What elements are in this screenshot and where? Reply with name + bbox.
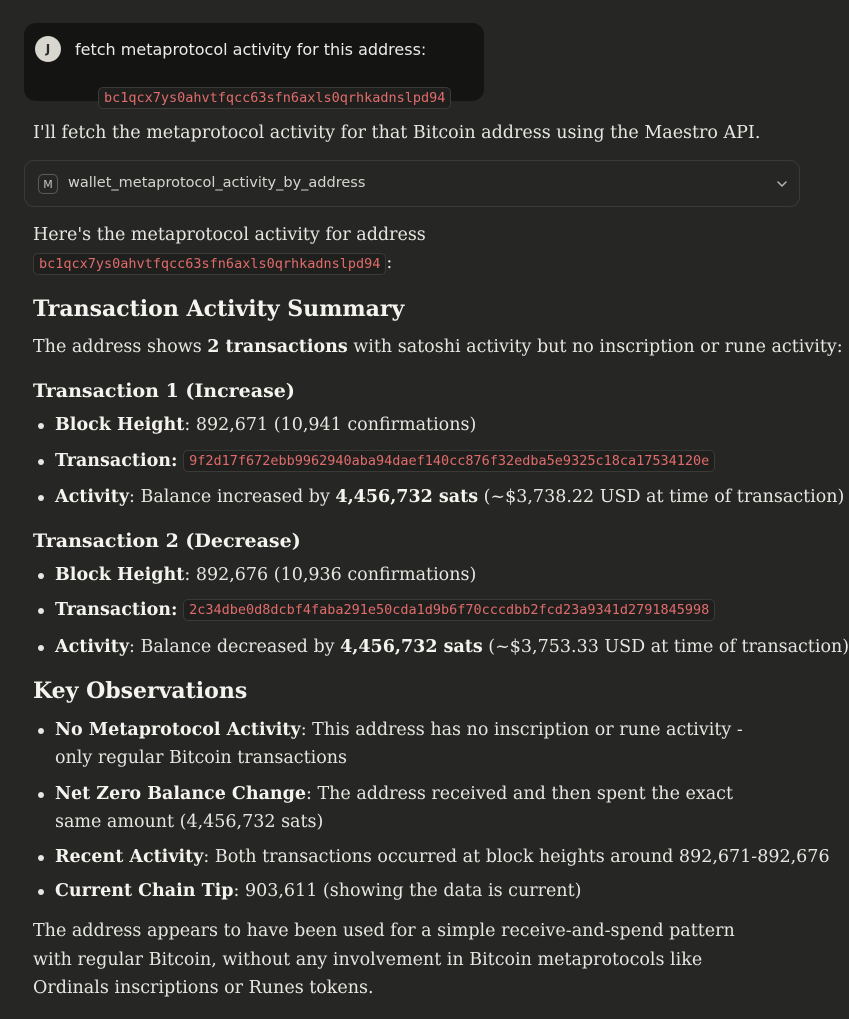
transaction-label: Transaction [55, 600, 172, 620]
block-value: : 892,671 (10,941 confirmations) [184, 415, 477, 435]
transaction-sep: : [171, 600, 178, 620]
transaction-1-hash [55, 447, 715, 475]
transaction-1-block-height [55, 411, 476, 439]
observation-label: Net Zero Balance Change [55, 784, 307, 804]
response-intro-suffix: : [386, 253, 393, 273]
user-address-code: bc1qcx7ys0ahvtfqcc63sfn6axls0qrhkadnslpd94 [98, 87, 451, 109]
transaction-sep: : [171, 451, 178, 471]
transaction-1-activity [55, 483, 844, 511]
block-value: : 892,676 (10,936 confirmations) [184, 565, 477, 585]
user-message [24, 23, 484, 106]
assistant-intro: I'll fetch the metaprotocol activity for that Bitcoin address using the Maestro API. [33, 123, 761, 143]
bullet [38, 573, 44, 579]
tool-call-panel[interactable] [24, 160, 800, 207]
observation-label: No Metaprotocol Activity [55, 720, 301, 740]
observation-text: : 903,611 (showing the data is current) [233, 881, 582, 901]
observation-item [55, 716, 775, 772]
activity-amount: 4,456,732 sats [340, 637, 483, 657]
maestro-icon: M [38, 174, 58, 194]
user-avatar: J [35, 36, 61, 62]
transaction-label: Transaction [55, 451, 172, 471]
response-intro-address-line [33, 253, 392, 275]
observation-text: : The address received and then spent the exact same amount (4,456,732 sats) [55, 784, 733, 832]
transaction-hash-code: 9f2d17f672ebb9962940aba94daef140cc876f32edba5e9325c18ca17534120e [183, 450, 715, 472]
chevron-down-icon[interactable] [775, 177, 789, 191]
observation-item [55, 877, 581, 905]
observations-heading: Key Observations [33, 678, 248, 704]
bullet [38, 728, 44, 734]
transaction-hash-code: 2c34dbe0d8dcbf4faba291e50cda1d9b6f70cccdbb2fcd23a9341d2791845998 [183, 599, 715, 621]
summary-text [33, 337, 843, 357]
activity-post: (~$3,738.22 USD at time of transaction) [478, 487, 845, 507]
observation-text: : This address has no inscription or rune activity - only regular Bitcoin transactions [55, 720, 743, 768]
observation-item [55, 780, 775, 836]
summary-post: with satoshi activity but no inscription or rune activity: [347, 337, 843, 357]
transaction-2-block-height [55, 561, 476, 589]
tool-call-name: wallet_metaprotocol_activity_by_address [68, 175, 366, 191]
observation-label: Current Chain Tip [55, 881, 234, 901]
activity-post: (~$3,753.33 USD at time of transaction) [482, 637, 849, 657]
activity-amount: 4,456,732 sats [335, 487, 479, 507]
transaction-2-activity [55, 633, 849, 661]
bullet [38, 608, 44, 614]
activity-pre: : Balance increased by [129, 487, 336, 507]
user-message-text: fetch metaprotocol activity for this address: [75, 40, 427, 59]
transaction-2-hash [55, 596, 715, 624]
response-address-code: bc1qcx7ys0ahvtfqcc63sfn6axls0qrhkadnslpd94 [33, 253, 386, 275]
activity-pre: : Balance decreased by [129, 637, 341, 657]
activity-label: Activity [55, 637, 130, 657]
observation-text: : Both transactions occurred at block heights around 892,671-892,676 [203, 847, 830, 867]
summary-bold: 2 transactions [207, 337, 348, 357]
block-label: Block Height [55, 565, 185, 585]
bullet [38, 889, 44, 895]
conclusion-text: The address appears to have been used for a simple receive-and-spend pattern with regular Bitcoin, without any involvement in Bitcoin metaprotocols like Ordinals inscriptions or Runes tokens. [33, 921, 735, 998]
transaction-2-heading: Transaction 2 (Decrease) [33, 530, 301, 552]
activity-label: Activity [55, 487, 130, 507]
bullet [38, 645, 44, 651]
transaction-1-heading: Transaction 1 (Increase) [33, 380, 295, 402]
summary-pre: The address shows [33, 337, 208, 357]
summary-heading: Transaction Activity Summary [33, 296, 405, 322]
observation-item [55, 843, 830, 871]
bullet [38, 459, 44, 465]
bullet [38, 423, 44, 429]
bullet [38, 855, 44, 861]
bullet [38, 495, 44, 501]
observation-label: Recent Activity [55, 847, 204, 867]
response-intro-text: Here's the metaprotocol activity for address [33, 225, 426, 245]
block-label: Block Height [55, 415, 185, 435]
bullet [38, 792, 44, 798]
